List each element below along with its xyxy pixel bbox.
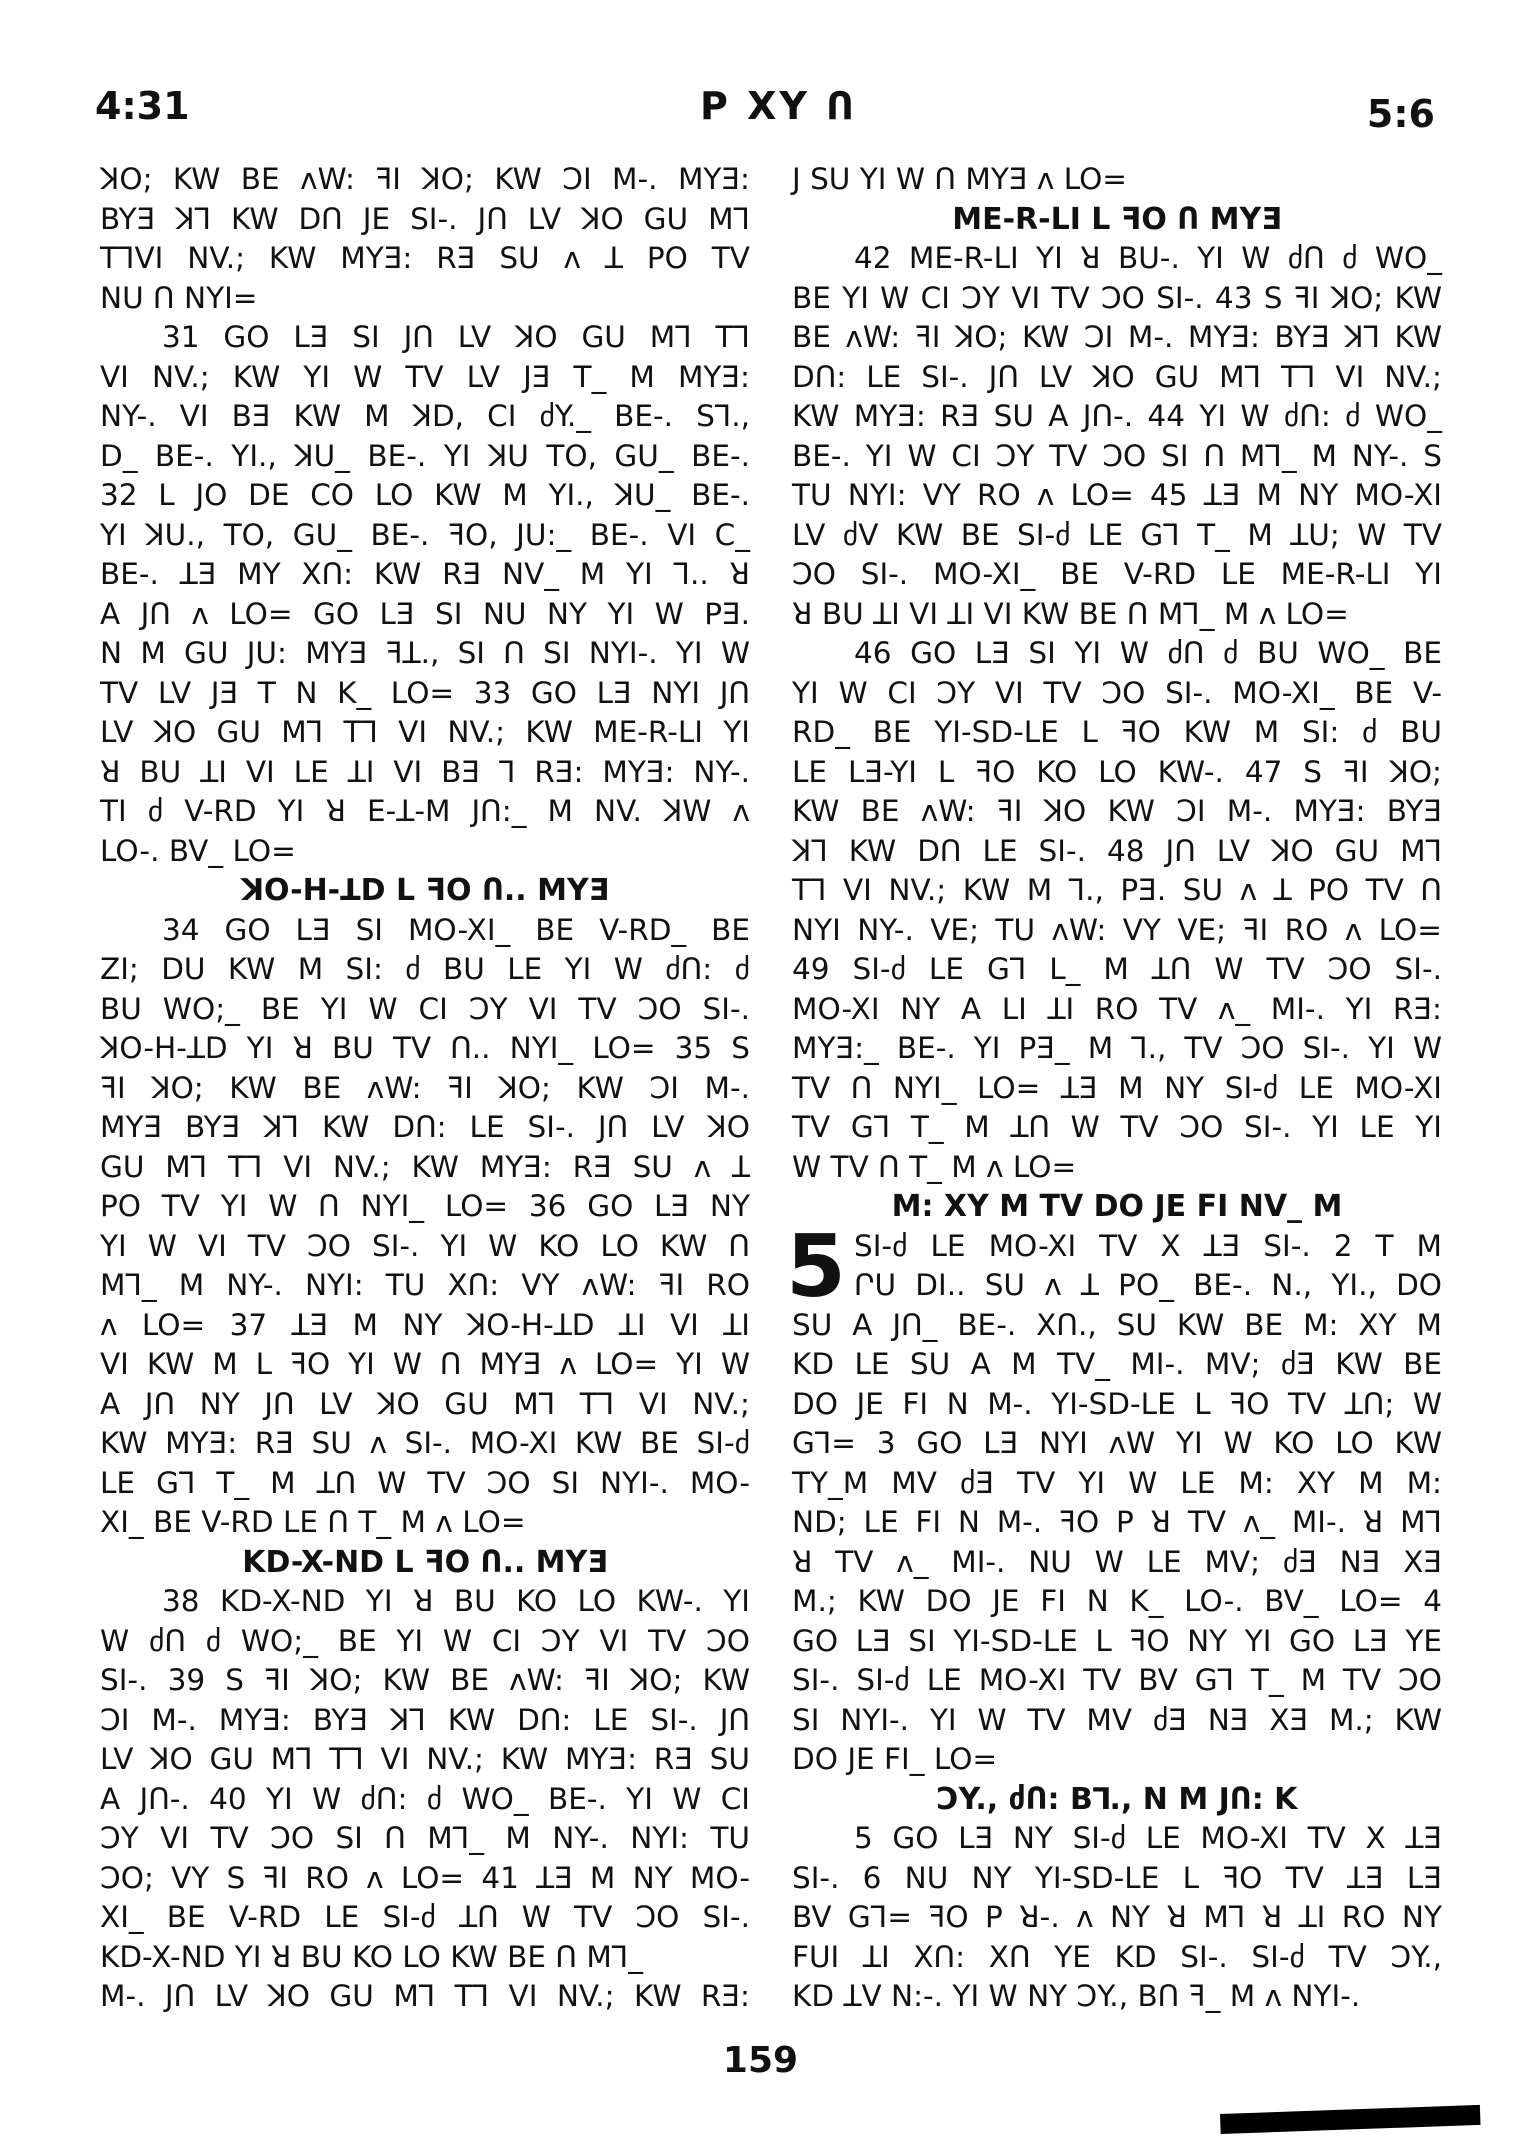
- text-line: 34 GO LƎ SI MO-XI_ BE V-RD_ BE: [162, 912, 750, 947]
- text-line: ꓤ BU ꓕI VI LE ꓕI VI BƎ ꓶ RƎ: MYƎ: NY-.: [100, 754, 750, 789]
- text-line: LO-. BV_ LO=: [100, 833, 296, 868]
- section-heading: M: XY M TV DO JE FI NV_ M: [891, 1189, 1343, 1224]
- section-heading: KD-X-ND L ꟻO Ո.. MYƎ: [242, 1544, 608, 1580]
- text-line: M.; KW DO JE FI N K_ LO-. BV_ LO= 4: [792, 1584, 1442, 1618]
- text-line: 31 GO LƎ SI JՈ LV ꓘO GU Mꓶ Tꓶ: [162, 320, 750, 354]
- text-line: TV Ո NYI_ LO= ꓕƎ M NY SI-ძ LE MO-XI: [792, 1070, 1442, 1105]
- text-line: LV ꓘO GU Mꓶ Tꓶ VI NV.; KW ME-R-LI YI: [100, 715, 750, 749]
- text-line: NYI NY-. VE; TU ʌW: VY VE; ꟻI RO ʌ LO=: [792, 912, 1442, 947]
- text-line: SU A JՈ_ BE-. XՈ., SU KW BE M: XY M: [792, 1307, 1442, 1342]
- text-line: KD LE SU A M TV_ MI-. MV; ძƎ KW BE: [792, 1347, 1442, 1381]
- text-line: ꓘꓶ KW DՈ LE SI-. 48 JՈ LV ꓘO GU Mꓶ: [792, 833, 1442, 868]
- text-line: ꓘO-H-ꓕD YI ꓤ BU TV Ո.. NYI_ LO= 35 S: [100, 1031, 750, 1065]
- text-line: ND; LE FI N M-. ꟻO P ꓤ TV ʌ_ MI-. ꓤ Mꓶ: [792, 1505, 1442, 1539]
- text-line: TI ძ V-RD YI ꓤ E-ꓕ-M JՈ:_ M NV. ꓘW ʌ: [100, 794, 750, 828]
- text-line: SI-ძ LE MO-XI TV X ꓕƎ SI-. 2 T M: [854, 1228, 1442, 1263]
- text-line: LV ძV KW BE SI-ძ LE Gꓶ T_ M ꓕU; W TV: [792, 517, 1442, 552]
- text-line: GO LƎ SI YI-SD-LE L ꟻO NY YI GO LƎ YE: [792, 1623, 1442, 1658]
- text-line: LE LƎ-YI L ꟻO KO LO KW-. 47 S ꟻI ꓘO;: [792, 754, 1442, 789]
- text-line: NY-. VI BƎ KW M ꓘD, CI ძY._ BE-. Sꓶ.,: [100, 399, 750, 433]
- text-line: YI W VI TV ƆO SI-. YI W KO LO KW Ո: [100, 1228, 750, 1263]
- text-line: J SU YI W Ո MYƎ ʌ LO=: [792, 162, 1128, 196]
- text-line: M-. JՈ LV ꓘO GU Mꓶ Tꓶ VI NV.; KW RƎ:: [100, 1979, 750, 2013]
- text-line: SI NYI-. YI W TV MV ძƎ NƎ XƎ M.; KW: [792, 1702, 1442, 1737]
- text-line: 38 KD-X-ND YI ꓤ BU KO LO KW-. YI: [162, 1584, 750, 1618]
- text-line: NU Ո NYI=: [100, 280, 258, 315]
- text-line: W TV Ո T_ M ʌ LO=: [792, 1149, 1077, 1184]
- text-line: ƆO SI-. MO-XI_ BE V-RD LE ME-R-LI YI: [792, 557, 1442, 591]
- text-line: MYƎ BYƎ ꓘꓶ KW DՈ: LE SI-. JՈ LV ꓘO: [100, 1110, 750, 1144]
- text-line: Gꓶ= 3 GO LƎ NYI ʌW YI W KO LO KW: [792, 1426, 1442, 1460]
- header-left-reference: 4:31: [95, 84, 190, 128]
- page-number: 159: [722, 2040, 799, 2081]
- scan-edge-bar: [1220, 2105, 1481, 2134]
- text-line: KD-X-ND YI ꓤ BU KO LO KW BE Ո Mꓶ_: [100, 1939, 643, 1974]
- text-line: BE-. YI W CI ƆY TV ƆO SI Ո Mꓶ_ M NY-. S: [792, 438, 1442, 473]
- text-line: A JՈ-. 40 YI W ძՈ: ძ WO_ BE-. YI W CI: [100, 1781, 750, 1816]
- text-line: SI-. 6 NU NY YI-SD-LE L ꟻO TV ꓕƎ LƎ: [792, 1860, 1442, 1895]
- text-line: ZI; DU KW M SI: ძ BU LE YI W ძՈ: ძ: [100, 952, 750, 986]
- text-line: A JՈ ʌ LO= GO LƎ SI NU NY YI W PƎ.: [100, 596, 750, 631]
- text-line: N M GU JU: MYƎ ꟻꓕ., SI Ո SI NYI-. YI W: [100, 636, 750, 670]
- text-line: PO TV YI W Ո NYI_ LO= 36 GO LƎ NY: [100, 1189, 750, 1223]
- text-line: GU Mꓶ Tꓶ VI NV.; KW MYƎ: RƎ SU ʌ ꓕ: [100, 1149, 750, 1184]
- text-line: KD ꓕV N:-. YI W NY ƆY., BՈ ꟻ_ M ʌ NYI-.: [792, 1979, 1361, 2013]
- text-line: ƆY VI TV ƆO SI Ո Mꓶ_ M NY-. NYI: TU: [100, 1821, 750, 1855]
- text-line: MYƎ:_ BE-. YI PƎ_ M ꓶ., TV ƆO SI-. YI W: [792, 1031, 1442, 1065]
- text-line: KW MYƎ: RƎ SU A JՈ-. 44 YI W ძՈ: ძ WO_: [792, 399, 1442, 433]
- text-line: BV Gꓶ= ꟻO P ꓤ-. ʌ NY ꓤ Mꓶ ꓤ ꓕI RO NY: [792, 1900, 1442, 1934]
- text-line: 46 GO LƎ SI YI W ძՈ ძ BU WO_ BE: [854, 636, 1442, 670]
- text-line: BE ʌW: ꟻI ꓘO; KW ƆI M-. MYƎ: BYƎ ꓘꓶ KW: [792, 320, 1442, 354]
- right-text-column: [786, 160, 1442, 2017]
- right-column-top: [792, 160, 1442, 1227]
- section-heading: ꓘO-H-ꓕD L ꟻO Ո.. MYƎ: [240, 873, 610, 908]
- text-line: DO JE FI N M-. YI-SD-LE L ꟻO TV ꓕՈ; W: [792, 1386, 1442, 1421]
- section-heading: ƆY., ძՈ: Bꓶ., N M JՈ: K: [936, 1781, 1298, 1817]
- text-line: ꓤ TV ʌ_ MI-. NU W LE MV; ძƎ NƎ XƎ: [792, 1544, 1442, 1579]
- text-line: VI KW M L ꟻO YI W Ո MYƎ ʌ LO= YI W: [100, 1347, 750, 1381]
- text-line: TV LV JƎ T N K_ LO= 33 GO LƎ NYI JՈ: [100, 675, 750, 710]
- header-right-reference: 5:6: [1366, 92, 1435, 136]
- text-line: VI NV.; KW YI W TV LV JƎ T_ M MYƎ:: [100, 359, 750, 394]
- text-line: YI W CI ƆY VI TV ƆO SI-. MO-XI_ BE V-: [792, 675, 1442, 710]
- text-line: Tꓶ VI NV.; KW M ꓶ., PƎ. SU ʌ ꓕ PO TV Ո: [792, 873, 1442, 907]
- text-line: XI_ BE V-RD LE SI-ძ ꓕՈ W TV ƆO SI-.: [100, 1900, 750, 1934]
- text-line: ꟻI ꓘO; KW BE ʌW: ꟻI ꓘO; KW ƆI M-.: [100, 1070, 750, 1105]
- text-line: KW MYƎ: RƎ SU ʌ SI-. MO-XI KW BE SI-ძ: [100, 1426, 750, 1460]
- text-line: YI ꓘU., TO, GU_ BE-. ꟻO, JU:_ BE-. VI C_: [100, 517, 750, 552]
- left-text-column: [100, 160, 750, 2017]
- text-line: ꓘO; KW BE ʌW: ꟻI ꓘO; KW ƆI M-. MYƎ:: [100, 162, 750, 196]
- text-line: SI-. 39 S ꟻI ꓘO; KW BE ʌW: ꟻI ꓘO; KW: [100, 1663, 750, 1697]
- text-line: LE Gꓶ T_ M ꓕՈ W TV ƆO SI NYI-. MO-: [100, 1465, 750, 1500]
- text-line: TU NYI: VY RO ʌ LO= 45 ꓕƎ M NY MO-XI: [792, 478, 1442, 512]
- text-line: BE-. ꓕƎ MY XՈ: KW RƎ NV_ M YI ꓶ.. ꓤ: [100, 557, 750, 591]
- text-line: 5 GO LƎ NY SI-ძ LE MO-XI TV X ꓕƎ: [854, 1821, 1442, 1855]
- text-line: LV ꓘO GU Mꓶ Tꓶ VI NV.; KW MYƎ: RƎ SU: [100, 1742, 750, 1776]
- right-column-bottom: [792, 1306, 1442, 2017]
- text-line: ƆO; VY S ꟻI RO ʌ LO= 41 ꓕƎ M NY MO-: [100, 1860, 750, 1895]
- text-line: ՐU DI.. SU ʌ ꓕ PO_ BE-. N., YI., DO: [854, 1268, 1442, 1302]
- text-line: ꓤ BU ꓕI VI ꓕI VI KW BE Ո Mꓶ_ M ʌ LO=: [792, 596, 1349, 631]
- text-line: BYƎ ꓘꓶ KW DՈ JE SI-. JՈ LV ꓘO GU Mꓶ: [100, 201, 750, 236]
- text-line: MO-XI NY A LI ꓕI RO TV ʌ_ MI-. YI RƎ:: [792, 991, 1442, 1026]
- chapter-drop-numeral: 5: [786, 1216, 846, 1317]
- text-line: BE YI W CI ƆY VI TV ƆO SI-. 43 S ꟻI ꓘO; KW: [792, 280, 1442, 315]
- text-line: DO JE FI_ LO=: [792, 1742, 998, 1776]
- text-line: ƆI M-. MYƎ: BYƎ ꓘꓶ KW DՈ: LE SI-. JՈ: [100, 1702, 750, 1737]
- text-line: Mꓶ_ M NY-. NYI: TU XՈ: VY ʌW: ꟻI RO: [100, 1268, 750, 1302]
- text-line: BU WO;_ BE YI W CI ƆY VI TV ƆO SI-.: [100, 991, 750, 1026]
- text-line: 32 L JO DE CO LO KW M YI., ꓘU_ BE-.: [100, 478, 750, 512]
- text-line: ʌ LO= 37 ꓕƎ M NY ꓘO-H-ꓕD ꓕI VI ꓕI: [100, 1307, 750, 1342]
- text-line: A JՈ NY JՈ LV ꓘO GU Mꓶ Tꓶ VI NV.;: [100, 1386, 750, 1421]
- text-line: DՈ: LE SI-. JՈ LV ꓘO GU Mꓶ Tꓶ VI NV.;: [792, 359, 1442, 394]
- text-line: TV Gꓶ T_ M ꓕՈ W TV ƆO SI-. YI LE YI: [792, 1110, 1442, 1144]
- text-line: FUI ꓕI XՈ: XՈ YE KD SI-. SI-ძ TV ƆY.,: [792, 1939, 1442, 1974]
- text-line: 49 SI-ძ LE Gꓶ L_ M ꓕՈ W TV ƆO SI-.: [792, 952, 1442, 986]
- chapter-start: [786, 1216, 1442, 1317]
- text-line: D_ BE-. YI., ꓘU_ BE-. YI ꓘU TO, GU_ BE-.: [100, 438, 750, 473]
- text-line: KW BE ʌW: ꟻI ꓘO KW ƆI M-. MYƎ: BYƎ: [792, 794, 1442, 828]
- text-line: W ძՈ ძ WO;_ BE YI W CI ƆY VI TV ƆO: [100, 1623, 750, 1658]
- text-line: XI_ BE V-RD LE Ո T_ M ʌ LO=: [100, 1505, 526, 1539]
- text-line: RD_ BE YI-SD-LE L ꟻO KW M SI: ძ BU: [792, 715, 1442, 749]
- text-line: SI-. SI-ძ LE MO-XI TV BV Gꓶ T_ M TV ƆO: [792, 1663, 1442, 1697]
- text-line: 42 ME-R-LI YI ꓤ BU-. YI W ძՈ ძ WO_: [854, 241, 1442, 275]
- text-line: TꓶVI NV.; KW MYƎ: RƎ SU ʌ ꓕ PO TV: [100, 241, 750, 275]
- header-book-title: P XY Ո: [700, 84, 857, 128]
- section-heading: ME-R-LI L ꟻO Ո MYƎ: [952, 201, 1282, 237]
- text-line: TY_M MV ძƎ TV YI W LE M: XY M M:: [792, 1465, 1442, 1500]
